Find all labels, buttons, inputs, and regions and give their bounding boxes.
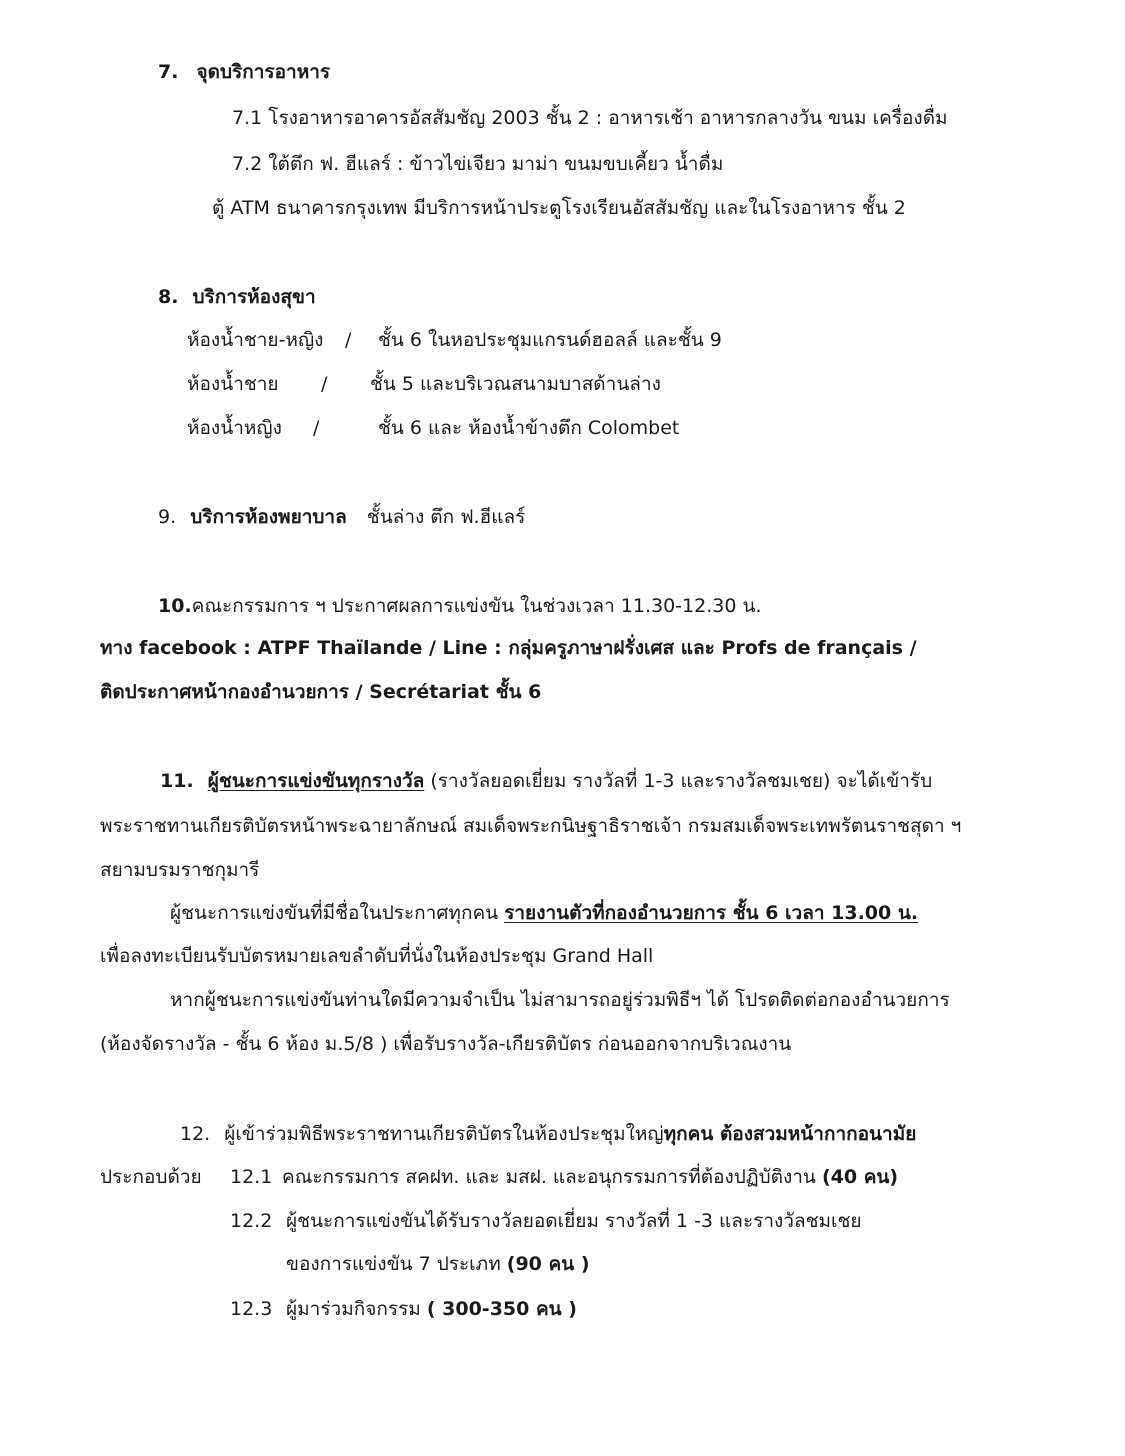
emphasized-text: ทุกคน ต้องสวมหน้ากากอนามัย [663, 1123, 917, 1145]
section-title: จุดบริการอาหาร [196, 61, 331, 83]
separator: / [345, 329, 352, 351]
section-detail: ชั้นล่าง ตึก ฟ.ฮีแลร์ [366, 506, 526, 528]
separator: / [313, 417, 320, 439]
section-text: คณะกรรมการ ฯ ประกาศผลการแข่งขัน ในช่วงเวลา 11.30-12.30 น. [191, 595, 762, 617]
section-number: 12. [180, 1123, 211, 1145]
atm-info: ตู้ ATM ธนาคารกรุงเทพ มีบริการหน้าประตูโรงเรียนอัสสัมชัญ และในโรงอาหาร ชั้น 2 [212, 197, 906, 219]
paragraph-line: สยามบรมราชกุมารี [100, 859, 260, 881]
item-text: ผู้ชนะการแข่งขันได้รับรางวัลยอดเยี่ยม รางวัลที่ 1 -3 และรางวัลชมเชย [286, 1210, 862, 1232]
item-number: 12.1 [230, 1166, 273, 1188]
item-number: 12.3 [230, 1298, 273, 1320]
item-text: ผู้มาร่วมกิจกรรม ( 300-350 คน ) [286, 1298, 577, 1320]
item-count: (90 คน ) [506, 1253, 590, 1275]
paragraph-line [170, 899, 918, 927]
restroom-name: ห้องน้ำชาย-หญิง [187, 329, 324, 351]
section-10-heading [158, 592, 762, 620]
item-count: ( 300-350 คน ) [426, 1298, 577, 1320]
announcement-board: ติดประกาศหน้ากองอำนวยการ / Secrétariat ชั้น 6 [100, 681, 542, 703]
section-text: ผู้เข้าร่วมพิธีพระราชทานเกียรติบัตรในห้องประชุมใหญ่ [224, 1123, 664, 1145]
announcement-channels: ทาง facebook : ATPF Thaïlande / Line : กลุ่มครูภาษาฝรั่งเศส และ Profs de français / [100, 637, 917, 659]
paragraph-line: หากผู้ชนะการแข่งขันท่านใดมีความจำเป็น ไม่สามารถอยู่ร่วมพิธีฯ ได้ โปรดติดต่อกองอำนวยการ [170, 989, 950, 1011]
restroom-location: ชั้น 6 และ ห้องน้ำข้างตึก Colombet [378, 417, 680, 439]
restroom-name: ห้องน้ำหญิง [187, 417, 282, 439]
separator: / [321, 373, 328, 395]
section-number: 10. [158, 595, 192, 617]
restroom-location: ชั้น 6 ในหอประชุมแกรนด์ฮอลล์ และชั้น 9 [378, 329, 722, 351]
paragraph-line: พระราชทานเกียรติบัตรหน้าพระฉายาลักษณ์ สมเด็จพระกนิษฐาธิราชเจ้า กรมสมเด็จพระเทพรัตนราชสุดา ฯ [100, 815, 962, 837]
section-7-heading [158, 58, 330, 86]
item-count: (40 คน) [821, 1166, 899, 1188]
food-item-2: 7.2 ใต้ตึก ฟ. ฮีแลร์ : ข้าวไข่เจียว มาม่า ขนมขบเคี้ยว น้ำดื่ม [232, 153, 724, 175]
restroom-name: ห้องน้ำชาย [187, 373, 279, 395]
section-12-heading [180, 1120, 916, 1148]
paragraph-line: (ห้องจัดรางวัล - ชั้น 6 ห้อง ม.5/8 ) เพื่อรับรางวัล-เกียรติบัตร ก่อนออกจากบริเวณงาน [100, 1033, 792, 1055]
section-9-heading [158, 503, 525, 531]
emphasized-text: รายงานตัวที่กองอำนวยการ ชั้น 6 เวลา 13.00 น. [504, 902, 919, 924]
section-text: (รางวัลยอดเยี่ยม รางวัลที่ 1-3 และรางวัลชมเชย) จะได้เข้ารับ [424, 770, 933, 792]
item-number: 12.2 [230, 1210, 273, 1232]
list-prefix: ประกอบด้วย [100, 1166, 202, 1188]
section-title: บริการห้องพยาบาล [190, 506, 347, 528]
restroom-location: ชั้น 5 และบริเวณสนามบาสด้านล่าง [370, 373, 661, 395]
paragraph-text: ผู้ชนะการแข่งขันที่มีชื่อในประกาศทุกคน [170, 902, 505, 924]
food-item-1: 7.1 โรงอาหารอาคารอัสสัมชัญ 2003 ชั้น 2 : อาหารเช้า อาหารกลางวัน ขนม เครื่องดื่ม [232, 107, 948, 129]
section-title: ผู้ชนะการแข่งขันทุกรางวัล [207, 770, 425, 792]
section-number: 7. [158, 61, 179, 83]
section-number: 8. [158, 286, 179, 308]
section-number: 11. [160, 770, 194, 792]
item-text-continued: ของการแข่งขัน 7 ประเภท (90 คน ) [286, 1253, 590, 1275]
item-text: คณะกรรมการ สคฝท. และ มสฝ. และอนุกรรมการที่ต้องปฏิบัติงาน (40 คน) [282, 1166, 899, 1188]
paragraph-line: เพื่อลงทะเบียนรับบัตรหมายเลขลำดับที่นั่งในห้องประชุม Grand Hall [100, 945, 654, 967]
section-8-heading [158, 283, 316, 311]
section-11-heading [160, 767, 932, 795]
section-number: 9. [158, 506, 177, 528]
section-title: บริการห้องสุขา [192, 286, 316, 308]
